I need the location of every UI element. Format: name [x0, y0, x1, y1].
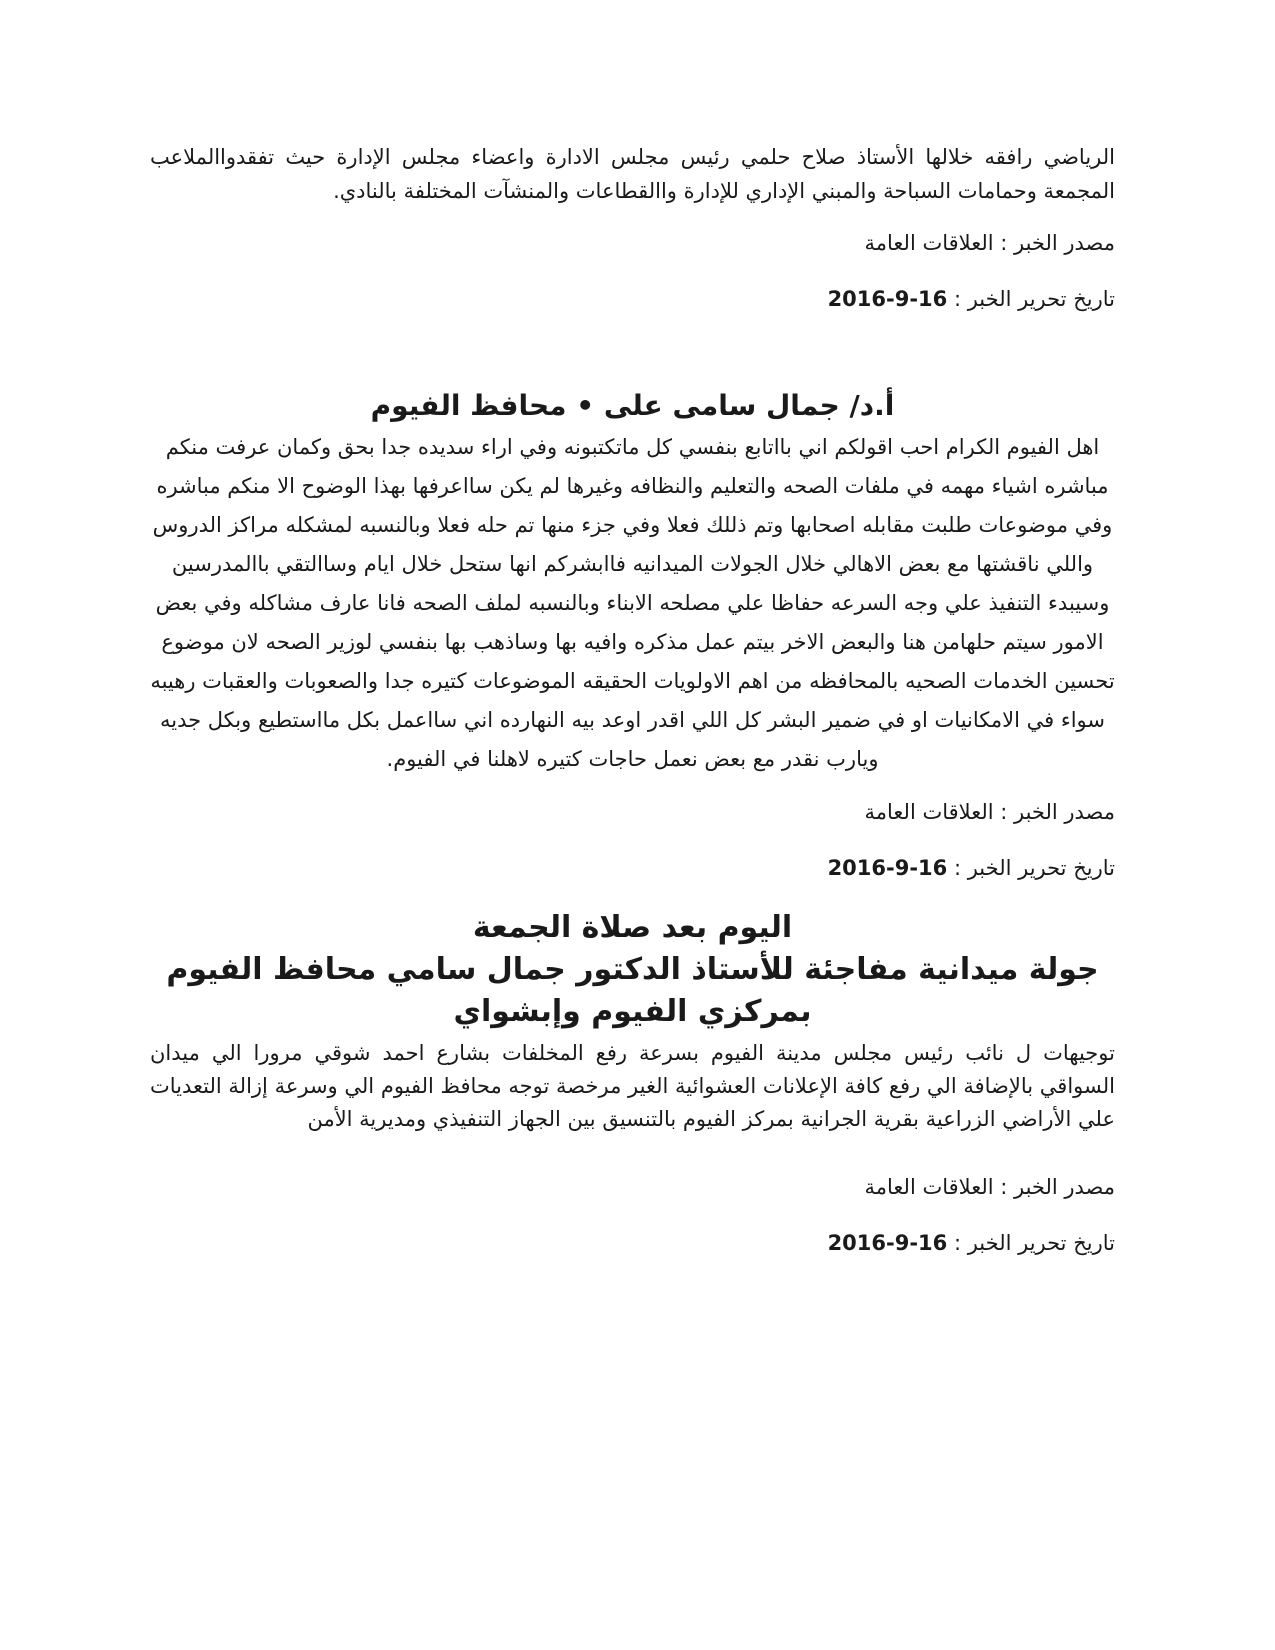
article3-title-line1: اليوم بعد صلاة الجمعة: [472, 910, 793, 945]
article3-paragraph: توجيهات ل نائب رئيس مجلس مدينة الفيوم بسرعة رفع المخلفات بشارع احمد شوقي مرورا الي ميدان السواقي بالإضافة الي رفع كافة الإعلانات العشوائية الغير مرخصة توجه محافظ الفيوم الي وسرعة إزالة التعديات علي الأراضي الزراعية بقرية الجرانية بمركز الفيوم بالتنسيق بين الجهاز التنفيذي ومديرية الأمن: [150, 1041, 1115, 1131]
article3-source: مصدر الخبر : العلاقات العامة: [864, 1175, 1115, 1199]
article3-date-label: تاريخ تحرير الخبر :: [953, 1231, 1115, 1255]
intro-section: [150, 140, 1115, 314]
intro-paragraph: الرياضي رافقه خلالها الأستاذ صلاح حلمي رئيس مجلس الادارة واعضاء مجلس الإدارة حيث تفقدواالملاعب المجمعة وحمامات السباحة والمبني الإداري للإدارة واالقطاعات والمنشآت المختلفة بالنادي.: [150, 145, 1115, 203]
document-page: [150, 140, 1115, 1258]
article3-date: [150, 1228, 1115, 1258]
article3-date-value: 2016-9-16: [827, 1231, 948, 1255]
article2-paragraph: اهل الفيوم الكرام احب اقولكم اني بااتابع بنفسي كل ماتكتبونه وفي اراء سديده جدا بحق وكمان عرفت منكم مباشره اشياء مهمه في ملفات الصحه والتعليم والنظافه وغيرها لم يكن سااعرفها بهذا الوضوح الا منكم مباشره وفي موضوعات طلبت مقابله اصحابها وتم ذللك فعلا وفي جزء منها تم حله فعلا وبالنسبه لمشكله مراكز الدروس واللي ناقشتها مع بعض الاهالي خلال الجولات الميدانيه فاابشركم انها ستحل خلال ايام وساالتقي باالمدرسين وسيبدء التنفيذ علي وجه السرعه حفاظا علي مصلحه الابناء وبالنسبه لملف الصحه فانا عارف مشاكله وفي بعض الامور سيتم حلهامن هنا والبعض الاخر بيتم عمل مذكره وافيه بها وساذهب بها بنفسي لوزير الصحه لان موضوع تحسين الخدمات الصحيه بالمحافظه من اهم الاولويات الحقيقه الموضوعات كتيره جدا والصعوبات والعقبات رهيبه سواء في الامكانيات او في ضمير البشر كل اللي اقدر اوعد بيه النهارده اني سااعمل بكل مااستطيع وبكل جديه ويارب نقدر مع بعض نعمل حاجات كتيره لاهلنا في الفيوم.: [150, 435, 1115, 771]
article-field-tour: [150, 907, 1115, 1258]
article2-source: مصدر الخبر : العلاقات العامة: [864, 800, 1115, 824]
article2-date-label: تاريخ تحرير الخبر :: [953, 856, 1115, 880]
intro-date: [150, 284, 1115, 314]
intro-source: مصدر الخبر : العلاقات العامة: [864, 231, 1115, 255]
intro-date-label: تاريخ تحرير الخبر :: [953, 287, 1115, 311]
article2-date: [150, 853, 1115, 883]
article3-title-line2: جولة ميدانية مفاجئة للأستاذ الدكتور جمال سامي محافظ الفيوم بمركزي الفيوم وإبشواي: [166, 952, 1099, 1029]
intro-date-value: 2016-9-16: [827, 287, 948, 311]
article2-title: أ.د/ جمال سامى على • محافظ الفيوم: [370, 389, 895, 422]
article-governor-message: [150, 386, 1115, 883]
article2-date-value: 2016-9-16: [827, 856, 948, 880]
